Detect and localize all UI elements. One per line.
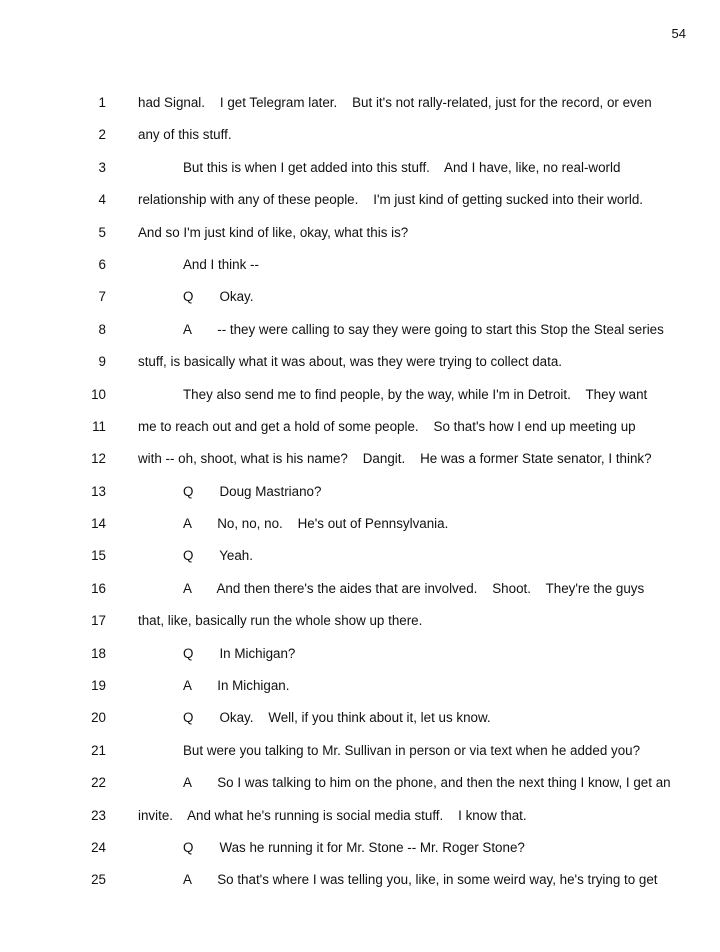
transcript-line [0, 742, 720, 774]
line-number: 25 [91, 872, 106, 888]
transcript-line [0, 709, 720, 741]
line-number: 9 [98, 354, 106, 370]
line-number: 19 [91, 678, 106, 694]
transcript-line [0, 871, 720, 903]
line-number: 6 [98, 256, 106, 272]
line-text: A In Michigan. [183, 678, 290, 694]
line-number: 15 [91, 548, 106, 564]
line-number: 3 [98, 159, 106, 175]
transcript-line [0, 288, 720, 320]
line-text: Q Yeah. [183, 548, 253, 564]
transcript-line [0, 256, 720, 288]
transcript-line [0, 191, 720, 223]
transcript-line [0, 677, 720, 709]
transcript-line [0, 386, 720, 418]
line-text: But this is when I get added into this stuff. And I have, like, no real-world [183, 159, 621, 175]
transcript-line [0, 94, 720, 126]
line-number: 11 [92, 418, 106, 434]
transcript-line [0, 515, 720, 547]
line-number: 21 [91, 742, 106, 758]
transcript-lines [0, 94, 720, 904]
page-number: 54 [671, 26, 686, 41]
line-number: 17 [91, 613, 106, 629]
transcript-line [0, 483, 720, 515]
line-number: 2 [98, 127, 106, 143]
line-number: 12 [91, 451, 106, 467]
line-number: 23 [91, 807, 106, 823]
line-number: 18 [91, 645, 106, 661]
line-text: me to reach out and get a hold of some people. So that's how I end up meeting up [138, 418, 636, 434]
line-number: 10 [91, 386, 106, 402]
line-text: relationship with any of these people. I'm just kind of getting sucked into their world. [138, 192, 643, 208]
line-number: 14 [91, 516, 106, 532]
line-text: Q Doug Mastriano? [183, 483, 322, 499]
line-number: 24 [91, 839, 106, 855]
line-text: A And then there's the aides that are involved. Shoot. They're the guys [183, 580, 645, 596]
transcript-line [0, 612, 720, 644]
transcript-line [0, 580, 720, 612]
line-number: 7 [98, 289, 106, 305]
line-text: Q In Michigan? [183, 645, 296, 661]
line-number: 16 [91, 580, 106, 596]
transcript-line [0, 547, 720, 579]
transcript-line [0, 839, 720, 871]
line-text: Q Okay. Well, if you think about it, let us know. [183, 710, 491, 726]
line-text: Q Was he running it for Mr. Stone -- Mr. Roger Stone? [183, 839, 525, 855]
line-text: A -- they were calling to say they were going to start this Stop the Steal series [183, 321, 664, 337]
line-number: 22 [91, 775, 106, 791]
line-text: They also send me to find people, by the way, while I'm in Detroit. They want [183, 386, 648, 402]
line-text: But were you talking to Mr. Sullivan in person or via text when he added you? [183, 742, 641, 758]
line-number: 13 [91, 483, 106, 499]
transcript-line [0, 126, 720, 158]
line-number: 8 [98, 321, 106, 337]
line-text: A So that's where I was telling you, like, in some weird way, he's trying to get [183, 872, 658, 888]
line-text: that, like, basically run the whole show up there. [138, 613, 423, 629]
transcript-line [0, 224, 720, 256]
transcript-line [0, 450, 720, 482]
transcript-line [0, 353, 720, 385]
line-text: had Signal. I get Telegram later. But it's not rally-related, just for the record, or even [138, 95, 652, 110]
line-number: 20 [91, 710, 106, 726]
transcript-line [0, 807, 720, 839]
line-number: 5 [98, 224, 106, 240]
line-text: A No, no, no. He's out of Pennsylvania. [183, 516, 449, 532]
transcript-line [0, 418, 720, 450]
transcript-line [0, 159, 720, 191]
transcript-line [0, 321, 720, 353]
line-text: Q Okay. [183, 289, 254, 305]
line-text: invite. And what he's running is social media stuff. I know that. [138, 807, 527, 823]
transcript-line [0, 774, 720, 806]
line-text: with -- oh, shoot, what is his name? Dangit. He was a former State senator, I think? [138, 451, 652, 467]
line-text: And I think -- [183, 256, 259, 272]
transcript-line [0, 645, 720, 677]
line-text: A So I was talking to him on the phone, and then the next thing I know, I get an [183, 775, 671, 791]
line-number: 4 [98, 192, 106, 208]
line-text: stuff, is basically what it was about, was they were trying to collect data. [138, 354, 562, 370]
line-text: And so I'm just kind of like, okay, what this is? [138, 224, 409, 240]
line-number: 1 [98, 95, 106, 110]
line-text: any of this stuff. [138, 127, 232, 143]
